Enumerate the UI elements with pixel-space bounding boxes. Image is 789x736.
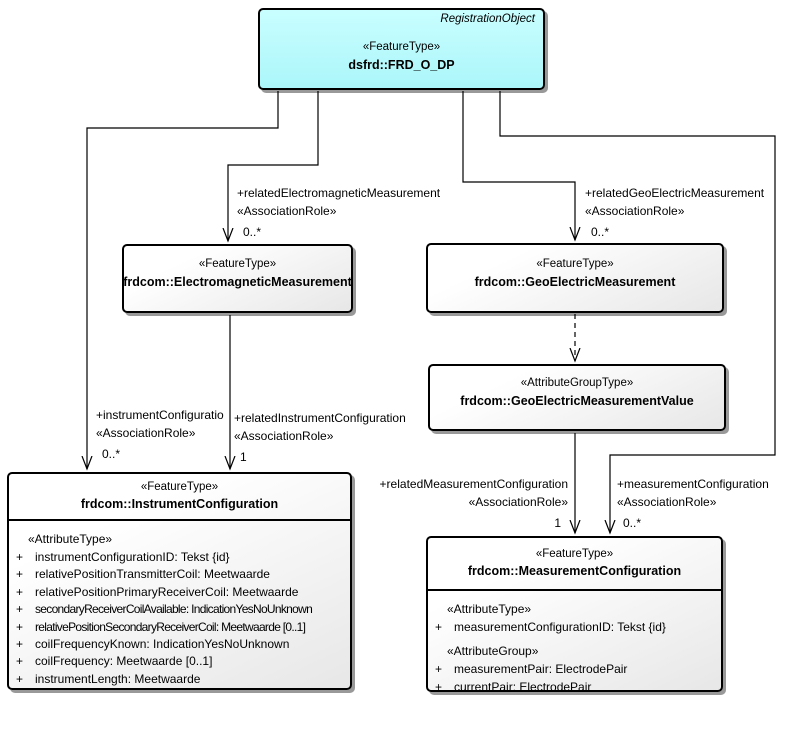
class-electromagnetic-measurement[interactable] — [122, 244, 353, 313]
association-role-stereotype: «AssociationRole» — [234, 429, 334, 443]
class-name: frdcom::MeasurementConfiguration — [467, 564, 682, 578]
association-multiplicity: 0..* — [623, 516, 642, 530]
class-name: frdcom::GeoElectricMeasurementValue — [460, 394, 694, 408]
attribute-text: relativePositionSecondaryReceiverCoil: Meetwaarde [0..1] — [35, 619, 306, 634]
visibility-public-symbol: + — [16, 584, 24, 599]
class-measurement-configuration[interactable] — [426, 536, 723, 692]
association-role-stereotype: «AssociationRole» — [468, 495, 568, 509]
class-name: frdcom::InstrumentConfiguration — [80, 497, 279, 511]
class-instrument-configuration[interactable] — [7, 472, 352, 690]
association-multiplicity: 0..* — [243, 225, 262, 239]
attribute-compartment — [428, 591, 721, 700]
attribute-row — [16, 566, 346, 583]
association-role-stereotype: «AssociationRole» — [96, 426, 196, 440]
visibility-public-symbol: + — [16, 619, 24, 634]
association-multiplicity: 1 — [240, 450, 247, 464]
edge-label-related-instrument-configuration — [234, 409, 406, 466]
association-role-stereotype: «AssociationRole» — [617, 495, 717, 509]
attribute-row — [16, 549, 346, 566]
visibility-public-symbol: + — [435, 620, 443, 634]
association-multiplicity: 0..* — [102, 447, 121, 461]
attribute-text: coilFrequencyKnown: IndicationYesNoUnknown — [35, 637, 290, 652]
attribute-text: currentPair: ElectrodePair — [454, 679, 592, 694]
association-multiplicity: 0..* — [591, 225, 610, 239]
association-role-name: +relatedMeasurementConfiguration — [379, 477, 568, 491]
attribute-compartment — [9, 521, 350, 692]
edge-label-measurement-configuration — [617, 475, 769, 532]
class-geo-electric-measurement[interactable] — [426, 243, 724, 313]
attribute-row — [435, 619, 717, 636]
class-stereotype: «FeatureType» — [535, 548, 614, 560]
attribute-row — [16, 671, 346, 688]
visibility-public-symbol: + — [16, 602, 24, 617]
attribute-row — [435, 679, 717, 696]
class-header — [9, 474, 350, 521]
class-stereotype: «FeatureType» — [536, 257, 614, 270]
association-role-stereotype: «AssociationRole» — [585, 204, 685, 218]
class-stereotype: «FeatureType» — [140, 481, 219, 493]
attribute-row — [16, 636, 346, 653]
association-role-stereotype: «AssociationRole» — [237, 204, 337, 218]
visibility-public-symbol: + — [16, 567, 24, 582]
visibility-public-symbol: + — [16, 550, 24, 564]
attribute-text: measurementConfigurationID: Tekst {id} — [454, 620, 666, 634]
attribute-section-heading: «AttributeType» — [447, 602, 532, 616]
visibility-public-symbol: + — [16, 671, 24, 686]
class-geo-electric-measurement-value[interactable] — [428, 364, 726, 431]
attribute-row — [16, 584, 346, 601]
class-stereotype: «FeatureType» — [362, 40, 441, 53]
attribute-section-heading: «AttributeType» — [28, 532, 113, 546]
attribute-row — [435, 661, 717, 678]
visibility-public-symbol: + — [435, 662, 443, 677]
attribute-text: instrumentConfigurationID: Tekst {id} — [35, 550, 230, 564]
class-name: frdcom::ElectromagneticMeasurement — [123, 275, 352, 289]
association-role-name: +relatedElectromagneticMeasurement — [237, 186, 441, 200]
class-frd-o-dp[interactable] — [258, 8, 545, 90]
attribute-section-heading: «AttributeGroup» — [447, 644, 539, 659]
association-role-name: +measurementConfiguration — [617, 477, 769, 491]
attribute-text: instrumentLength: Meetwaarde — [35, 671, 201, 686]
class-stereotype: «FeatureType» — [198, 258, 277, 270]
association-multiplicity: 1 — [554, 516, 561, 530]
visibility-public-symbol: + — [435, 679, 443, 694]
class-tag: RegistrationObject — [440, 13, 535, 25]
edge-label-instrument-configuration — [96, 406, 224, 463]
class-header — [428, 538, 721, 591]
edge-label-related-measurement-configuration — [380, 475, 568, 532]
visibility-public-symbol: + — [16, 637, 24, 652]
class-name: dsfrd::FRD_O_DP — [348, 57, 455, 72]
attribute-row — [16, 601, 346, 618]
attribute-row — [16, 653, 346, 670]
attribute-text: coilFrequency: Meetwaarde [0..1] — [35, 654, 213, 669]
edge-related-geo-electric-measurement[interactable] — [463, 91, 575, 240]
attribute-text: relativePositionPrimaryReceiverCoil: Meetwaarde — [35, 584, 299, 599]
attribute-text: relativePositionTransmitterCoil: Meetwaarde — [35, 567, 270, 582]
association-role-name: +relatedInstrumentConfiguration — [234, 411, 406, 425]
association-role-name: +instrumentConfiguratio — [96, 408, 224, 422]
attribute-text: measurementPair: ElectrodePair — [454, 662, 628, 677]
class-stereotype: «AttributeGroupType» — [520, 377, 634, 389]
edge-label-related-electromagnetic-measurement — [237, 184, 440, 241]
attribute-text: secondaryReceiverCoilAvailable: IndicationYesNoUnknown — [35, 602, 313, 617]
association-role-name: +relatedGeoElectricMeasurement — [585, 186, 765, 200]
visibility-public-symbol: + — [16, 654, 24, 669]
class-name: frdcom::GeoElectricMeasurement — [474, 274, 676, 289]
edge-label-related-geo-electric-measurement — [585, 184, 764, 241]
attribute-row — [16, 619, 346, 636]
